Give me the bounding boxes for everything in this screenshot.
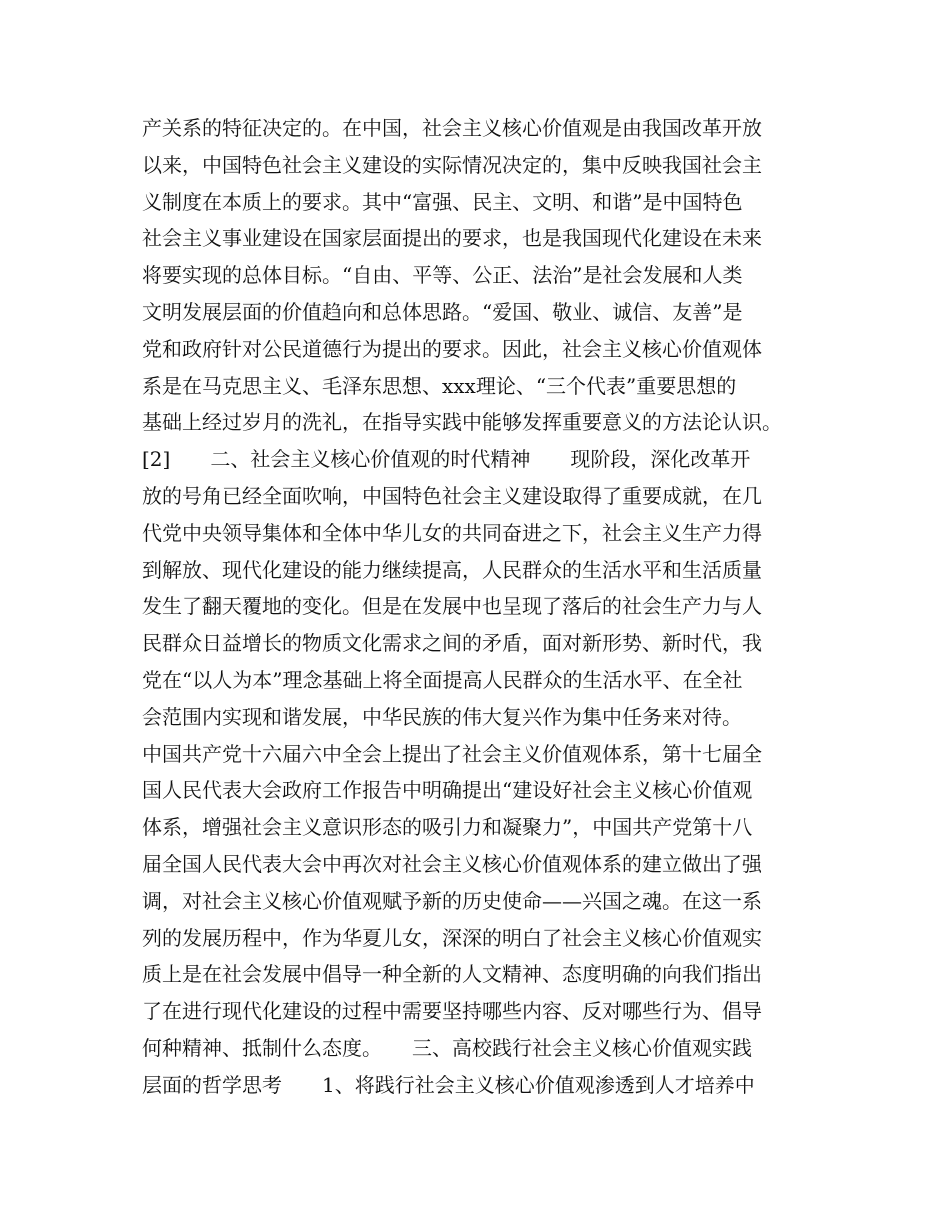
text-line-13: 到解放、现代化建设的能力继续提高，人民群众的生活水平和生活质量 — [142, 557, 762, 582]
text-line-2: 以来，中国特色社会主义建设的实际情况决定的，集中反映我国社会主 — [142, 152, 762, 177]
text-line-26: 何种精神、抵制什么态度。 三、高校践行社会主义核心价值观实践 — [142, 1035, 752, 1060]
text-line-27: 层面的哲学思考 1、将践行社会主义核心价值观渗透到人才培养中 — [142, 1072, 755, 1097]
text-line-20: 体系，增强社会主义意识形态的吸引力和凝聚力”，中国共产党第十八 — [142, 815, 753, 840]
text-line-1: 产关系的特征决定的。在中国，社会主义核心价值观是由我国改革开放 — [142, 116, 762, 140]
text-line-8: 系是在马克思主义、毛泽东思想、xxx理论、“三个代表”重要思想的 — [142, 373, 737, 398]
text-line-19: 国人民代表大会政府工作报告中明确提出“建设好社会主义核心价值观 — [142, 778, 753, 803]
text-line-21: 届全国人民代表大会中再次对社会主义核心价值观体系的建立做出了强 — [142, 851, 762, 876]
text-line-24: 质上是在社会发展中倡导一种全新的人文精神、态度明确的向我们指出 — [142, 962, 762, 987]
text-line-9: 基础上经过岁月的洗礼，在指导实践中能够发挥重要意义的方法论认识。 — [142, 410, 782, 435]
text-line-10: [2] 二、社会主义核心价值观的时代精神 现阶段，深化改革开 — [142, 447, 751, 472]
body-text — [142, 110, 832, 1104]
text-line-4: 社会主义事业建设在国家层面提出的要求，也是我国现代化建设在未来 — [142, 226, 762, 251]
text-line-5: 将要实现的总体目标。“自由、平等、公正、法治”是社会发展和人类 — [142, 263, 743, 288]
text-line-18: 中国共产党十六届六中全会上提出了社会主义价值观体系，第十七届全 — [142, 741, 762, 766]
text-line-16: 党在“以人为本”理念基础上将全面提高人民群众的生活水平、在全社 — [142, 667, 743, 692]
text-line-14: 发生了翻天覆地的变化。但是在发展中也呈现了落后的社会生产力与人 — [142, 594, 762, 619]
text-line-15: 民群众日益增长的物质文化需求之间的矛盾，面对新形势、新时代，我 — [142, 631, 762, 656]
text-line-23: 列的发展历程中，作为华夏儿女，深深的明白了社会主义核心价值观实 — [142, 925, 762, 950]
text-line-6: 文明发展层面的价值趋向和总体思路。“爱国、敬业、诚信、友善”是 — [142, 299, 743, 324]
text-line-11: 放的号角已经全面吹响，中国特色社会主义建设取得了重要成就，在几 — [142, 483, 762, 508]
text-line-17: 会范围内实现和谐发展，中华民族的伟大复兴作为集中任务来对待。 — [142, 704, 742, 729]
text-line-25: 了在进行现代化建设的过程中需要坚持哪些内容、反对哪些行为、倡导 — [142, 999, 762, 1024]
text-line-22: 调，对社会主义核心价值观赋予新的历史使命——兴国之魂。在这一系 — [142, 888, 762, 913]
text-line-3: 义制度在本质上的要求。其中“富强、民主、文明、和谐”是中国特色 — [142, 189, 743, 214]
text-line-7: 党和政府针对公民道德行为提出的要求。因此，社会主义核心价值观体 — [142, 336, 762, 361]
text-line-12: 代党中央领导集体和全体中华儿女的共同奋进之下，社会主义生产力得 — [142, 520, 762, 545]
